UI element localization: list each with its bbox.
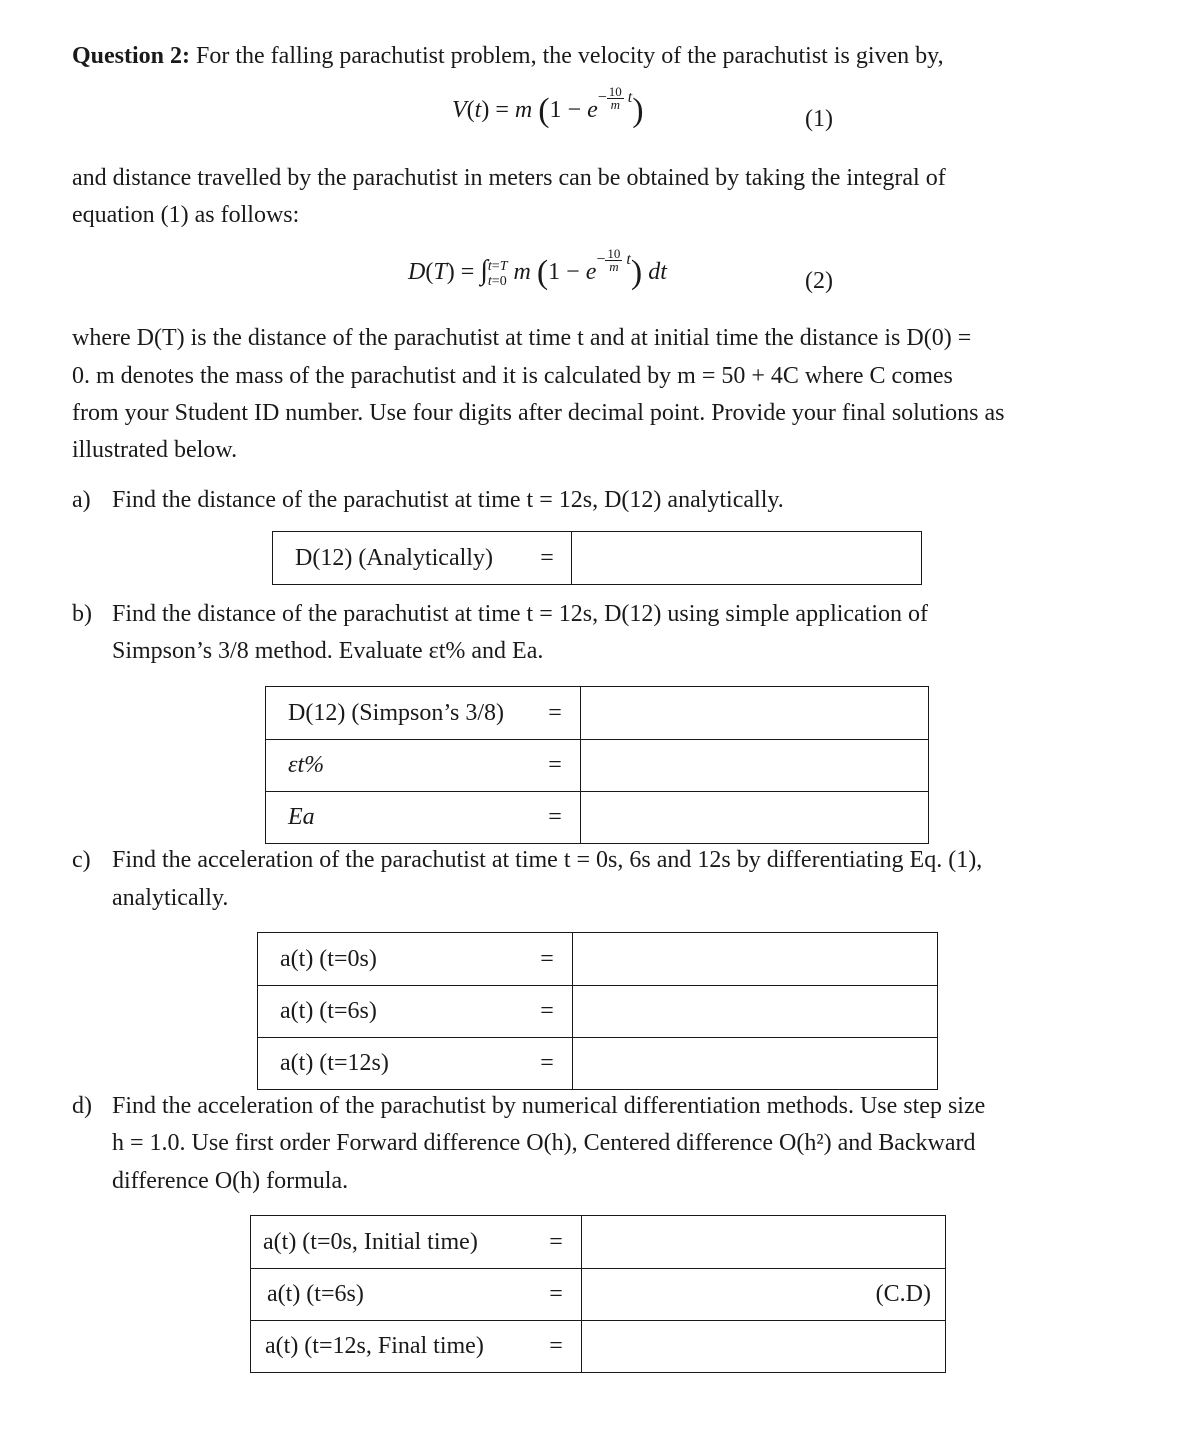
part-b-table <box>265 686 929 844</box>
table-row <box>258 986 938 1038</box>
part-d-line-2: h = 1.0. Use first order Forward difference O(h), Centered difference O(h²) and Backward <box>112 1130 976 1156</box>
equals-sign: = <box>530 740 581 792</box>
row-label: a(t) (t=0s, Initial time) <box>263 1228 478 1255</box>
row-label: D(12) (Simpson’s 3/8) <box>288 699 504 726</box>
table-row <box>251 1269 946 1321</box>
part-d-line-1: Find the acceleration of the parachutist by numerical differentiation methods. Use step size <box>112 1093 986 1119</box>
equation-number-2: (2) <box>805 268 833 294</box>
equals-sign: = <box>522 986 573 1038</box>
part-c-line-2: analytically. <box>112 885 229 911</box>
part-a-table <box>272 531 922 585</box>
answer-field[interactable] <box>572 532 922 585</box>
row-label: D(12) (Analytically) <box>295 544 493 571</box>
intro-text: For the falling parachutist problem, the velocity of the parachutist is given by, <box>196 43 944 69</box>
part-c-line-1: Find the acceleration of the parachutist at time t = 0s, 6s and 12s by differentiating Eq. (1), <box>112 847 983 873</box>
part-a-text: Find the distance of the parachutist at time t = 12s, D(12) analytically. <box>112 487 784 513</box>
table-row <box>266 740 929 792</box>
row-label: a(t) (t=12s, Final time) <box>265 1333 484 1359</box>
equation-number-1: (1) <box>805 106 833 132</box>
answer-field[interactable] <box>573 1038 938 1090</box>
row-label: a(t) (t=6s) <box>267 1281 364 1307</box>
answer-field[interactable] <box>582 1216 946 1269</box>
answer-field[interactable] <box>581 687 929 740</box>
question-intro <box>72 38 944 75</box>
part-d-table <box>250 1215 946 1373</box>
paragraph-3-line-1: where D(T) is the distance of the parachutist at time t and at initial time the distance is D(0) = <box>72 325 972 351</box>
answer-field[interactable]: (C.D) <box>582 1269 946 1321</box>
part-b-line-2: Simpson’s 3/8 method. Evaluate εt% and Ea. <box>112 638 544 664</box>
row-label: a(t) (t=12s) <box>280 1050 389 1076</box>
distance-equation: D(T) = ∫ t=T t=0 m $(1 - e^{- \frac{10}{m} t})$ dt <box>408 246 667 292</box>
equals-sign: = <box>531 1321 582 1373</box>
part-d-letter: d) <box>72 1093 92 1119</box>
part-a-letter: a) <box>72 487 91 513</box>
paragraph-2-line-1: and distance travelled by the parachutist in meters can be obtained by taking the integral of <box>72 165 946 191</box>
equals-sign: = <box>530 792 581 844</box>
table-row <box>266 687 929 740</box>
equals-sign: = <box>522 933 573 986</box>
answer-field[interactable] <box>573 933 938 986</box>
answer-field[interactable] <box>581 740 929 792</box>
velocity-equation: V(t) = m $(1 - e^{- \frac{10}{m} t})$ <box>452 84 644 130</box>
table-row <box>251 1321 946 1373</box>
equals-sign: = <box>530 687 581 740</box>
paragraph-3-line-3: from your Student ID number. Use four digits after decimal point. Provide your final solutions as <box>72 400 1005 426</box>
paragraph-3-line-4: illustrated below. <box>72 437 238 463</box>
equals-sign: = <box>531 1216 582 1269</box>
part-b-line-1: Find the distance of the parachutist at time t = 12s, D(12) using simple application of <box>112 601 929 627</box>
part-c-table <box>257 932 938 1090</box>
table-row <box>273 532 922 585</box>
answer-field[interactable] <box>573 986 938 1038</box>
row-label: a(t) (t=6s) <box>280 998 377 1024</box>
paragraph-3-line-2: 0. m denotes the mass of the parachutist and it is calculated by m = 50 + 4C where C comes <box>72 363 953 389</box>
equals-sign: = <box>523 532 572 585</box>
row-label: a(t) (t=0s) <box>280 945 377 972</box>
table-row <box>258 933 938 986</box>
table-row <box>251 1216 946 1269</box>
part-d-line-3: difference O(h) formula. <box>112 1168 349 1194</box>
part-b-letter: b) <box>72 601 92 627</box>
equals-sign: = <box>522 1038 573 1090</box>
answer-field[interactable] <box>581 792 929 844</box>
part-c-letter: c) <box>72 847 91 873</box>
equals-sign: = <box>531 1269 582 1321</box>
row-label: Ea <box>288 804 315 830</box>
table-row <box>258 1038 938 1090</box>
answer-field[interactable] <box>582 1321 946 1373</box>
question-label: Question 2: <box>72 43 191 69</box>
table-row <box>266 792 929 844</box>
row-label: εt% <box>288 752 325 778</box>
paragraph-2-line-2: equation (1) as follows: <box>72 202 300 228</box>
